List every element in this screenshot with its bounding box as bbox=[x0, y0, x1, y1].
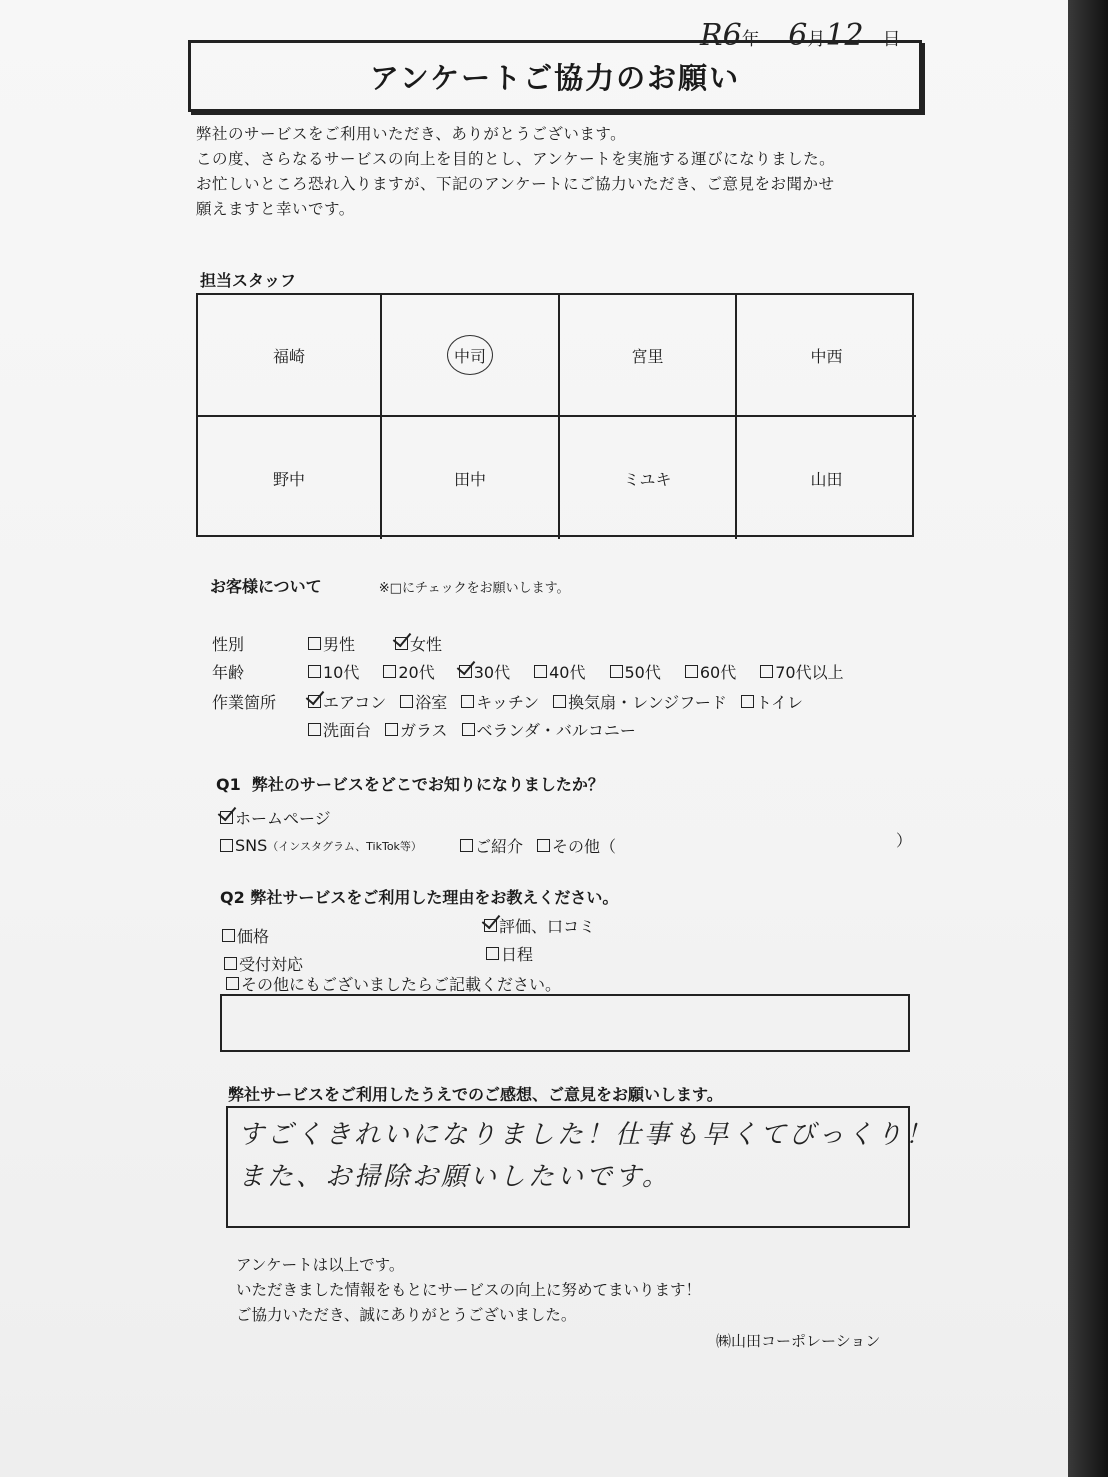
q2-reception-checkbox[interactable]: 受付対応 bbox=[224, 952, 303, 975]
work-glass-checkbox[interactable]: ガラス bbox=[385, 718, 448, 741]
age-40s-checkbox[interactable]: 40代 bbox=[534, 660, 585, 683]
comments-handwritten: すごくきれいになりました！仕事も早くてびっくり！ また、お掃除お願いしたいです。 bbox=[238, 1120, 935, 1192]
work-toilet-checkbox[interactable]: トイレ bbox=[741, 690, 803, 713]
work-bath-checkbox[interactable]: 浴室 bbox=[400, 690, 447, 713]
staff-cell[interactable]: 中西 bbox=[737, 295, 916, 417]
circle-mark bbox=[447, 335, 493, 375]
age-60s-checkbox[interactable]: 60代 bbox=[685, 660, 736, 683]
q1-other-close: ） bbox=[896, 831, 913, 850]
q2-other-input[interactable] bbox=[220, 994, 910, 1052]
staff-cell[interactable]: 山田 bbox=[810, 469, 843, 489]
age-row bbox=[212, 660, 858, 683]
work-washbasin-checkbox[interactable]: 洗面台 bbox=[308, 718, 371, 741]
q1-homepage-checkbox[interactable]: ホームページ bbox=[220, 806, 331, 829]
check-mark-icon bbox=[220, 811, 233, 824]
company-name: ㈱山田コーポレーション bbox=[716, 1332, 881, 1350]
work-aircon-checkbox[interactable]: エアコン bbox=[308, 690, 386, 713]
q1-row-2 bbox=[220, 834, 630, 857]
q2-review-checkbox[interactable]: 評価、口コミ bbox=[484, 914, 595, 937]
gender-label: 性別 bbox=[212, 635, 245, 654]
age-20s-checkbox[interactable]: 20代 bbox=[383, 660, 434, 683]
q2-price-checkbox[interactable]: 価格 bbox=[222, 924, 269, 947]
survey-title: アンケートご協力のお願い bbox=[188, 40, 922, 112]
gender-row bbox=[212, 632, 456, 655]
gender-male-checkbox[interactable]: 男性 bbox=[308, 632, 355, 655]
check-mark-icon bbox=[459, 665, 472, 678]
customer-heading: お客様について bbox=[210, 577, 322, 596]
age-10s-checkbox[interactable]: 10代 bbox=[308, 660, 359, 683]
closing-text: アンケートは以上です。 いただきました情報をもとにサービスの向上に努めてまいります！ ご協力いただき、誠にありがとうございました。 bbox=[236, 1256, 702, 1324]
age-50s-checkbox[interactable]: 50代 bbox=[610, 660, 661, 683]
age-70plus-checkbox[interactable]: 70代以上 bbox=[760, 660, 843, 683]
staff-cell[interactable]: 宮里 bbox=[560, 295, 737, 417]
intro-text: 弊社のサービスをご利用いただき、ありがとうございます。 この度、さらなるサービスの向上を目的とし、アンケートを実施する運びになりました。 お忙しいところ恐れ入りますが、下記のアンケートにご協力いただき、ご意見をお聞かせ 願えますと幸いです。 bbox=[196, 125, 836, 218]
staff-heading: 担当スタッフ bbox=[200, 271, 297, 290]
age-30s-checkbox[interactable]: 30代 bbox=[459, 660, 510, 683]
check-mark-icon bbox=[395, 637, 408, 650]
comments-input[interactable] bbox=[226, 1106, 935, 1228]
staff-grid bbox=[196, 293, 914, 537]
age-label: 年齢 bbox=[212, 663, 245, 682]
gender-female-checkbox[interactable]: 女性 bbox=[395, 632, 442, 655]
staff-cell[interactable]: 福崎 bbox=[198, 295, 382, 417]
q1-other-checkbox[interactable]: その他（ bbox=[537, 834, 616, 857]
q1-question: Q1 弊社のサービスをどこでお知りになりましたか？ bbox=[216, 775, 604, 794]
staff-cell-circled[interactable]: 中司 bbox=[382, 295, 560, 417]
staff-cell[interactable]: ミユキ bbox=[560, 417, 737, 539]
table-edge bbox=[1068, 0, 1108, 1477]
date-handwritten: R6年 6月12 日 bbox=[700, 18, 901, 53]
work-row-2 bbox=[308, 718, 650, 741]
q1-referral-checkbox[interactable]: ご紹介 bbox=[460, 834, 523, 857]
check-mark-icon bbox=[484, 919, 497, 932]
check-mark-icon bbox=[308, 695, 321, 708]
customer-heading-row bbox=[210, 574, 570, 597]
work-kitchen-checkbox[interactable]: キッチン bbox=[461, 690, 539, 713]
q2-schedule-checkbox[interactable]: 日程 bbox=[486, 942, 533, 965]
q2-other-checkbox[interactable]: その他にもございましたらご記載ください。 bbox=[226, 972, 561, 995]
comments-heading: 弊社サービスをご利用したうえでのご感想、ご意見をお願いします。 bbox=[228, 1085, 723, 1104]
work-row bbox=[212, 690, 817, 713]
work-rangehood-checkbox[interactable]: 換気扇・レンジフード bbox=[553, 690, 727, 713]
work-label: 作業箇所 bbox=[212, 693, 277, 712]
staff-cell[interactable]: 田中 bbox=[382, 417, 560, 539]
q2-question: Q2 弊社サービスをご利用した理由をお教えください。 bbox=[220, 888, 619, 907]
staff-cell[interactable]: 野中 bbox=[198, 417, 382, 539]
q1-sns-checkbox[interactable]: SNS （インスタグラム、TikTok等） bbox=[220, 836, 422, 855]
check-note: ※□にチェックをお願いします。 bbox=[378, 581, 570, 596]
work-balcony-checkbox[interactable]: ベランダ・バルコニー bbox=[462, 718, 636, 741]
